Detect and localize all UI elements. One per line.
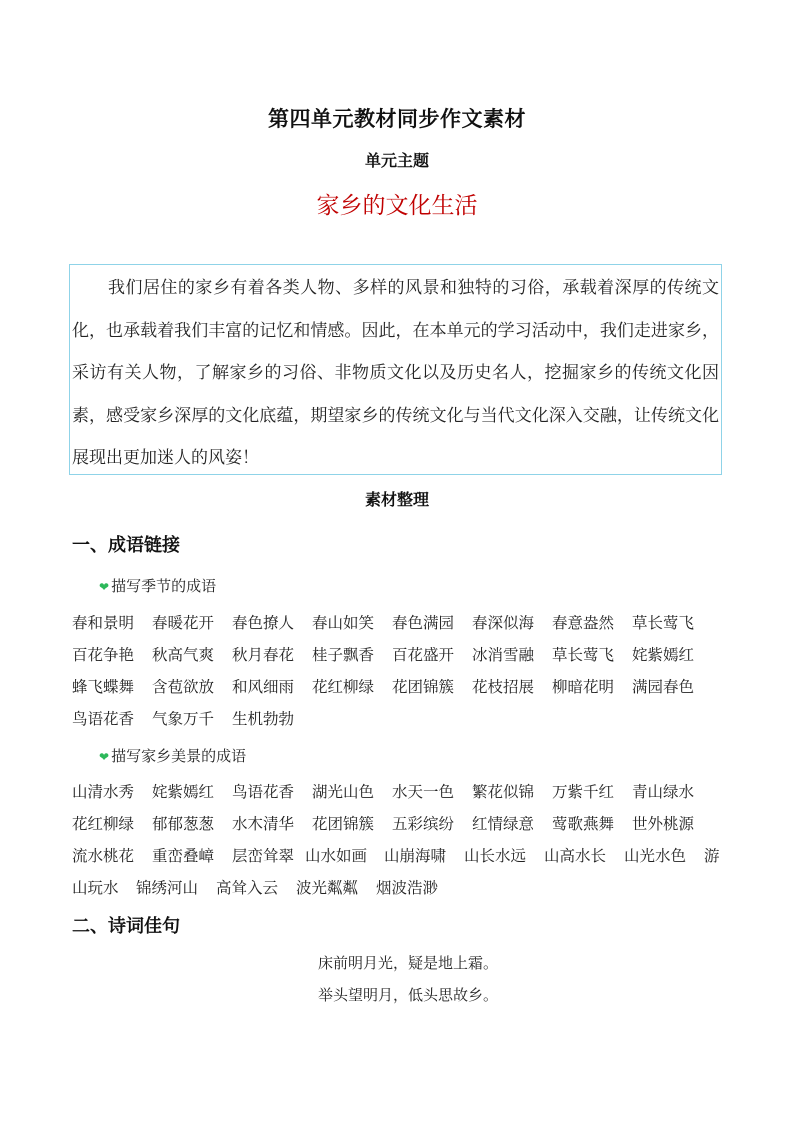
idiom-item: 山崩海啸 [384, 847, 447, 865]
idiom-item: 春色满园 [392, 614, 455, 632]
idiom-item: 高耸入云 [216, 879, 279, 897]
idiom-item: 万紫千红 [552, 783, 615, 801]
idiom-item: 春暖花开 [152, 614, 215, 632]
section-heading-idioms: 一、成语链接 [72, 535, 180, 556]
unit-theme: 家乡的文化生活 [316, 193, 478, 219]
idiom-item: 山高水长 [544, 847, 607, 865]
idiom-item: 水木清华 [232, 815, 295, 833]
idiom-item: 鸟语花香 [232, 783, 295, 801]
idiom-group-seasons-label: 描写季节的成语 [111, 577, 217, 595]
idiom-item: 花团锦簇 [392, 678, 455, 696]
idiom-item: 莺歌燕舞 [552, 815, 615, 833]
idiom-item: 水天一色 [392, 783, 455, 801]
idiom-item: 烟波浩渺 [376, 879, 439, 897]
idiom-item: 五彩缤纷 [392, 815, 455, 833]
idiom-item: 层峦耸翠 [232, 847, 295, 865]
intro-paragraph: 我们居住的家乡有着各类人物、多样的风景和独特的习俗，承载着深厚的传统文化，也承载着我们丰富的记忆和情感。因此，在本单元的学习活动中，我们走进家乡，采访有关人物，了解家乡的习俗、非物质文化以及历史名人，挖掘家乡的传统文化因素，感受家乡深厚的文化底蕴，期望家乡的传统文化与当代文化深入交融，让传统文化展现出更加迷人的风姿！ [72, 278, 719, 468]
heart-icon: ❤ [99, 580, 110, 594]
idiom-item: 秋月春花 [232, 646, 295, 664]
idiom-item: 锦绣河山 [136, 879, 199, 897]
idiom-item: 世外桃源 [632, 815, 695, 833]
idiom-item: 柳暗花明 [552, 678, 615, 696]
idiom-item: 春深似海 [472, 614, 535, 632]
idiom-item: 草长莺飞 [632, 614, 695, 632]
idiom-item: 波光粼粼 [296, 879, 359, 897]
heart-icon: ❤ [99, 750, 110, 764]
idiom-item: 繁花似锦 [472, 783, 535, 801]
idiom-item: 青山绿水 [632, 783, 695, 801]
idiom-item: 百花争艳 [72, 646, 135, 664]
intro-box [69, 264, 722, 475]
idiom-item: 鸟语花香 [72, 710, 135, 728]
idiom-group-hometown-heading [99, 745, 246, 766]
idiom-item: 重峦叠嶂 [152, 847, 215, 865]
idiom-item: 山水如画 [305, 847, 368, 865]
idiom-item: 山清水秀 [72, 783, 135, 801]
idiom-item: 花红柳绿 [72, 815, 135, 833]
idiom-item: 山玩水 [72, 879, 119, 897]
idiom-item: 桂子飘香 [312, 646, 375, 664]
idiom-item: 生机勃勃 [232, 710, 295, 728]
idiom-item: 春意盎然 [552, 614, 615, 632]
idiom-item: 冰消雪融 [472, 646, 535, 664]
idiom-item: 春和景明 [72, 614, 135, 632]
idiom-item: 流水桃花 [72, 847, 135, 865]
idiom-item: 姹紫嫣红 [152, 783, 215, 801]
idiom-item: 春山如笑 [312, 614, 375, 632]
idiom-item: 蜂飞蝶舞 [72, 678, 135, 696]
idiom-item: 郁郁葱葱 [152, 815, 215, 833]
idiom-item: 红情绿意 [472, 815, 535, 833]
idiom-item: 秋高气爽 [152, 646, 215, 664]
idiom-item: 花红柳绿 [312, 678, 375, 696]
idiom-item: 姹紫嫣红 [632, 646, 695, 664]
idiom-item: 百花盛开 [392, 646, 455, 664]
poem-line: 举头望明月，低头思故乡。 [317, 986, 498, 1004]
page-title: 第四单元教材同步作文素材 [268, 107, 526, 131]
idiom-item: 满园春色 [632, 678, 695, 696]
idiom-item: 春色撩人 [232, 614, 295, 632]
poem-line: 床前明月光，疑是地上霜。 [317, 954, 498, 972]
idiom-group-seasons-heading [99, 575, 216, 596]
unit-theme-label: 单元主题 [364, 151, 429, 170]
section-heading-poetry: 二、诗词佳句 [72, 916, 180, 937]
idiom-item: 山长水远 [464, 847, 527, 865]
idiom-item: 湖光山色 [312, 783, 375, 801]
idiom-item: 草长莺飞 [552, 646, 615, 664]
idiom-group-hometown-label: 描写家乡美景的成语 [111, 747, 247, 765]
idiom-item: 花团锦簇 [312, 815, 375, 833]
idiom-item: 气象万千 [152, 710, 215, 728]
idiom-item: 含苞欲放 [152, 678, 215, 696]
idiom-item: 山光水色 [624, 847, 687, 865]
material-title: 素材整理 [364, 490, 429, 509]
idiom-item: 花枝招展 [472, 678, 535, 696]
idiom-item: 和风细雨 [232, 678, 295, 696]
idiom-item: 游 [704, 847, 720, 865]
